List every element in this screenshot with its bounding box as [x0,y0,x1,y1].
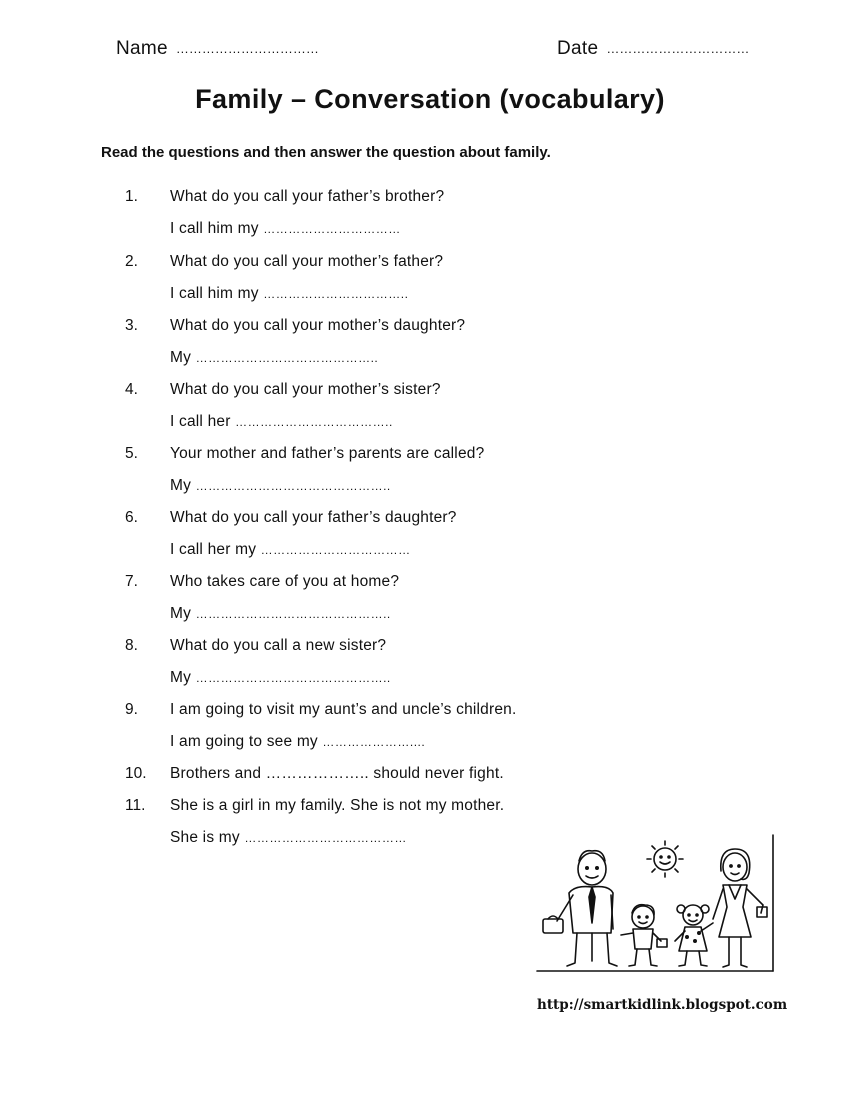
answer-prompt: My [170,605,192,622]
answer-line [170,413,393,431]
worksheet-title: Family – Conversation (vocabulary) [195,84,665,114]
date-field [557,38,749,60]
answer-blank[interactable]: ……………………………… [260,543,411,557]
question-text: She is a girl in my family. She is not my mother. [170,797,505,814]
question-text: What do you call your mother’s father? [170,253,444,270]
answer-blank[interactable]: …………………………….. [263,287,409,301]
question-text[interactable]: Brothers and ……………….. should never fight. [170,765,504,782]
answer-line [170,605,391,623]
answer-prompt: My [170,477,192,494]
question-text: Who takes care of you at home? [170,573,400,590]
answer-blank[interactable]: ………………………………… [244,831,407,845]
answer-blank[interactable]: ……………………………………….. [195,671,391,685]
answer-prompt: I call him my [170,285,259,302]
answer-line [170,477,391,495]
answer-prompt: I call her [170,413,231,430]
question-number: 2. [125,253,138,270]
answer-blank[interactable]: ……………………………………….. [195,607,391,621]
question-number: 8. [125,637,138,654]
name-blank[interactable]: …………………………… [175,41,319,56]
question-number: 10. [125,765,147,782]
answer-prompt: I call her my [170,541,257,558]
father-figure [543,851,617,966]
question-text: What do you call your mother’s sister? [170,381,441,398]
girl-figure [675,905,713,966]
question-number: 11. [125,797,146,814]
sun-icon [647,841,683,877]
question-number: 7. [125,573,138,590]
question-number: 1. [125,188,138,205]
question-number: 4. [125,381,138,398]
answer-line [170,220,401,238]
answer-line [170,733,425,751]
name-label: Name [116,38,168,59]
answer-prompt: My [170,669,192,686]
answer-line [170,541,411,559]
answer-line [170,349,378,367]
answer-blank[interactable]: …………………………… [263,222,401,236]
answer-blank[interactable]: …………………………………….. [195,351,379,365]
question-text: What do you call your mother’s daughter? [170,317,466,334]
question-text: I am going to visit my aunt’s and uncle’s children. [170,701,517,718]
question-number: 6. [125,509,138,526]
question-number: 9. [125,701,138,718]
date-blank[interactable]: …………………………… [606,41,750,56]
answer-prompt: I call him my [170,220,259,237]
answer-prompt: I am going to see my [170,733,318,750]
name-field [116,38,319,60]
answer-line [170,829,407,847]
question-text: What do you call your father’s daughter? [170,509,457,526]
mother-figure [713,849,767,967]
question-number: 3. [125,317,138,334]
question-text: What do you call your father’s brother? [170,188,445,205]
answer-line [170,669,391,687]
instructions: Read the questions and then answer the question about family. [101,144,551,161]
question-text: What do you call a new sister? [170,637,387,654]
answer-blank[interactable]: ………………….... [322,735,426,749]
date-label: Date [557,38,599,59]
footer-url[interactable]: http://smartkidlink.blogspot.com [537,997,788,1013]
answer-prompt: She is my [170,829,240,846]
answer-prompt: My [170,349,192,366]
boy-figure [621,905,667,966]
question-number: 5. [125,445,138,462]
family-illustration [535,833,775,973]
answer-line [170,285,408,303]
answer-blank[interactable]: ……………………………….. [235,415,393,429]
question-text: Your mother and father’s parents are called? [170,445,485,462]
answer-blank[interactable]: ……………………………………….. [195,479,391,493]
